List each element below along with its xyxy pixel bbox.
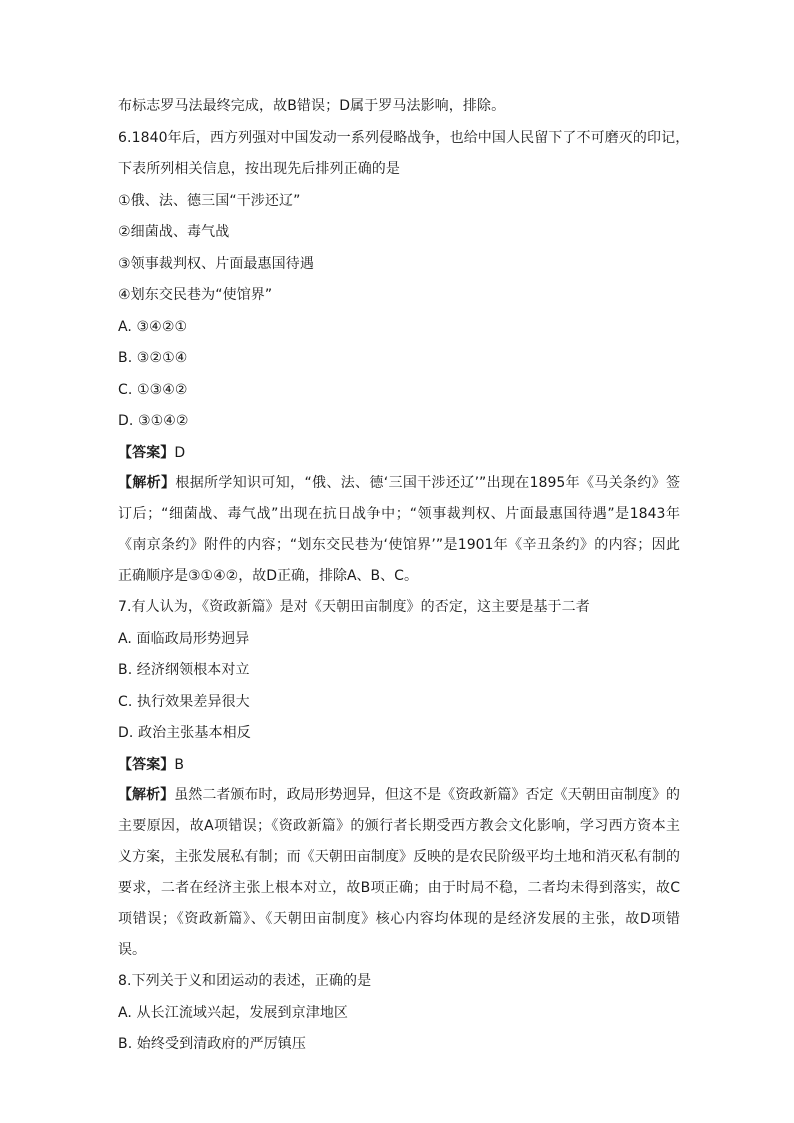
question-8-stem: 8.下列关于义和团运动的表述，正确的是 [118, 973, 372, 989]
analysis-text: 根据所学知识可知，“俄、法、德‘三国干涉还辽’”出现在1895年《马关条约》签订后；“细菌战、毒气战”出现在抗日战争中；“领事裁判权、片面最惠国待遇”是1843年《南京条约》附件的内容；“划东交民巷为‘使馆界’”是1901年《辛丑条约》的内容；因此正确顺序是③①④②，故D正确，排除A、B、C。 [118, 475, 680, 584]
question-6-analysis [118, 468, 680, 592]
question-7-option-d: D. 政治主张基本相反 [118, 725, 251, 741]
question-6-option-c: C. ①③④② [118, 381, 188, 398]
question-7-analysis [118, 780, 680, 966]
answer-label: 【答案】 [118, 756, 175, 773]
continuation-line: 布标志罗马法最终完成，故B错误；D属于罗马法影响，排除。 [118, 98, 506, 114]
analysis-text: 虽然二者颁布时，政局形势迥异，但这不是《资政新篇》否定《天朝田亩制度》的主要原因，故A项错误；《资政新篇》的颁行者长期受西方教会文化影响，学习西方资本主义方案，主张发展私有制；而《天朝田亩制度》反映的是农民阶级平均土地和消灭私有制的要求，二者在经济主张上根本对立，故B项正确；由于时局不稳，二者均未得到落实，故C项错误；《资政新篇》、《天朝田亩制度》核心内容均体现的是经济发展的主张，故D项错误。 [118, 787, 681, 958]
question-6-item-4: ④划东交民巷为“使馆界” [118, 287, 273, 303]
analysis-label: 【解析】 [118, 787, 175, 803]
question-6-item-3: ③领事裁判权、片面最惠国待遇 [118, 255, 314, 272]
question-6-stem-line-2: 下表所列相关信息，按出现先后排列正确的是 [118, 161, 400, 177]
question-7-option-a: A. 面临政局形势迥异 [118, 630, 250, 647]
question-8-number: 8. [118, 973, 132, 989]
answer-label: 【答案】 [118, 444, 175, 461]
question-6-stem-line-1: 6.1840年后，西方列强对中国发动一系列侵略战争，也给中国人民留下了不可磨灭的印记， [118, 129, 690, 146]
question-7-option-c: C. 执行效果差异很大 [118, 693, 250, 710]
question-6-item-2: ②细菌战、毒气战 [118, 224, 230, 240]
question-8-option-a: A. 从长江流域兴起，发展到京津地区 [118, 1004, 349, 1021]
analysis-label: 【解析】 [118, 475, 176, 491]
question-7-number: 7. [118, 599, 132, 615]
answer-value: B [174, 756, 185, 773]
question-7-option-b: B. 经济纲领根本对立 [118, 662, 250, 678]
question-6-answer [118, 445, 680, 461]
question-6-number: 6. [118, 129, 132, 146]
document-page [118, 98, 690, 1068]
question-6-item-1: ①俄、法、德三国“干涉还辽” [118, 192, 301, 209]
question-8-option-b: B. 始终受到清政府的严厉镇压 [118, 1036, 307, 1052]
question-7-answer [118, 757, 680, 773]
answer-value: D [174, 444, 186, 461]
question-6-option-b: B. ③②①④ [118, 350, 188, 366]
question-6-option-d: D. ③①④② [118, 413, 189, 429]
question-7-stem: 7.有人认为，《资政新篇》是对《天朝田亩制度》的否定，这主要是基于二者 [118, 599, 590, 615]
question-6-option-a: A. ③④②① [118, 318, 188, 335]
